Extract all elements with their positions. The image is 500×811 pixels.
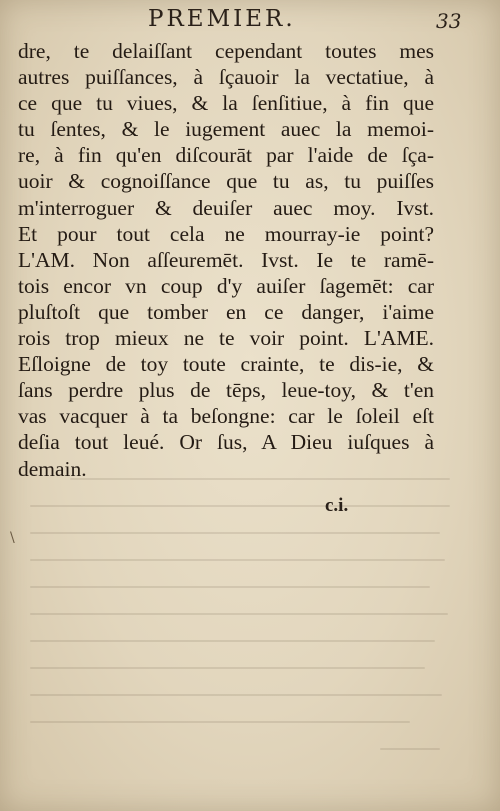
- body-text: [18, 38, 434, 482]
- signature-mark: c.i.: [325, 495, 349, 516]
- text-line: demain.: [18, 456, 87, 481]
- text-line: ſans perdre plus de tēps, leue-toy, & t'en: [18, 378, 434, 403]
- margin-mark: \: [10, 530, 15, 546]
- text-line: m'interroguer & deuiſer auec moy. Ivst.: [18, 195, 434, 220]
- bleed-through-text: [30, 478, 470, 778]
- text-line: vas vacquer à ta beſongne: car le ſoleil eſt: [18, 404, 434, 429]
- running-head: PREMIER.: [148, 6, 296, 32]
- page-header: [0, 6, 500, 38]
- text-line: re, à fin qu'en diſcourāt par l'aide de ſça-: [18, 143, 434, 168]
- text-line: autres puiſſances, à ſçauoir la vectatiue, à: [18, 65, 434, 90]
- text-line: ce que tu viues, & la ſenſitiue, à fin que: [18, 91, 434, 116]
- text-line: Et pour tout cela ne mourray-ie point?: [18, 221, 434, 246]
- text-line: tois encor vn coup d'y auiſer ſagemēt: car: [18, 273, 434, 298]
- text-line: deſia tout leué. Or ſus, A Dieu iuſques à: [18, 430, 434, 455]
- text-line: uoir & cognoiſſance que tu as, tu puiſſes: [18, 169, 434, 194]
- text-line: pluſtoſt que tomber en ce danger, i'aime: [18, 299, 434, 324]
- text-line: Eſloigne de toy toute crainte, te dis-ie, &: [18, 352, 434, 377]
- text-line: dre, te delaiſſant cependant toutes mes: [18, 39, 434, 63]
- text-line: tu ſentes, & le iugement auec la memoi-: [18, 117, 434, 142]
- text-line: rois trop mieux ne te voir point. L'AME.: [18, 326, 434, 351]
- page-number: 33: [436, 9, 462, 33]
- text-line: L'AM. Non aſſeuremēt. Ivst. Ie te ramē-: [18, 247, 434, 272]
